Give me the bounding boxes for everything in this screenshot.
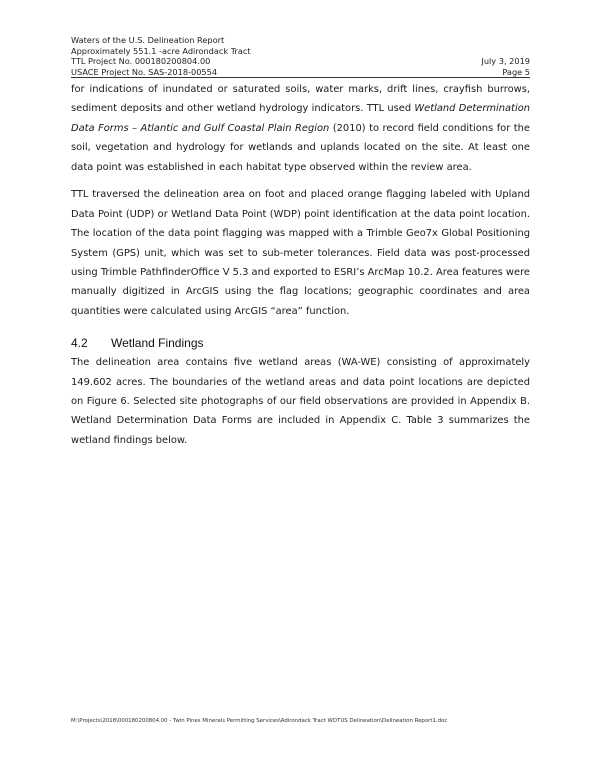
usace-project-number: USACE Project No. SAS-2018-00554 xyxy=(71,66,218,77)
report-title: Waters of the U.S. Delineation Report xyxy=(71,35,225,45)
paragraph-wetland-findings: The delineation area contains five wetland areas (WA-WE) consisting of approximately 149.602 acres. The boundaries of the wetland areas and data point locations are depicted on Figure 6. Selected site photographs of our field observations are provided in Appendix B. Wetland Determination Data Forms are included in Appendix C. Table 3 summarizes the wetland findings below. xyxy=(71,357,530,446)
page-header xyxy=(71,35,530,77)
paragraph-hydrology-part1: for indications of inundated or saturated soils, water marks, drift lines, crayfish burrows, sediment deposits and other wetland hydrology indicators. TTL used xyxy=(71,84,530,115)
ttl-project-number: TTL Project No. 000180200804.00 xyxy=(71,56,211,67)
section-number: 4.2 xyxy=(71,336,88,351)
file-path-footer: M:\Projects\2018\000180200804.00 - Twin Pines Minerals Permitting Services\Adirondack Tract WOTUS Delineation\Delineation Report1.doc xyxy=(71,718,448,724)
report-date: July 3, 2019 xyxy=(481,56,530,67)
section-heading xyxy=(71,333,530,353)
header-row-usace xyxy=(71,67,530,78)
header-row-project xyxy=(71,56,530,67)
document-body xyxy=(71,80,530,450)
paragraph-traverse: TTL traversed the delineation area on foot and placed orange flagging labeled with Upland Data Point (UDP) or Wetland Data Point (WDP) point identification at the data point location. The location of the data point flagging was mapped with a Trimble Geo7x Global Positioning System (GPS) unit, which was set to sub-meter tolerances. Field data was post-processed using Trimble PathfinderOffice V 5.3 and exported to ESRI’s ArcMap 10.2. Area features were manually digitized in ArcGIS using the flag locations; geographic coordinates and area quantities were calculated using ArcGIS “area” function. xyxy=(71,189,530,317)
data-forms-title: Wetland Determination Data Forms – Atlantic and Gulf Coastal Plain Region xyxy=(71,103,530,134)
header-divider xyxy=(71,77,530,78)
report-subtitle: Approximately 551.1 -acre Adirondack Tract xyxy=(71,45,251,56)
page-number: Page 5 xyxy=(502,66,530,77)
paragraph-hydrology-part2: (2010) to record field conditions for the soil, vegetation and hydrology for wetlands and uplands located on the site. At least one data point was established in each habitat type observed within the review area. xyxy=(71,122,530,173)
section-title: Wetland Findings xyxy=(111,336,204,351)
paragraph-hydrology xyxy=(71,80,530,177)
